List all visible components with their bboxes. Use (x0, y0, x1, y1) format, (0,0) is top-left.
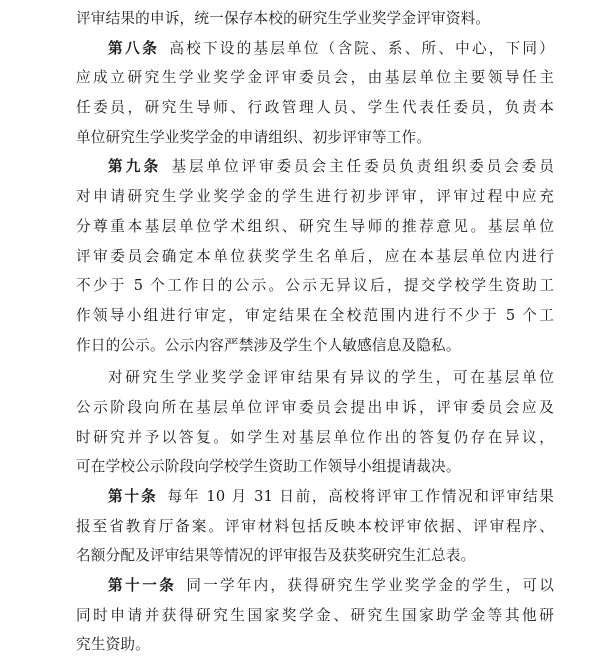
document-line (76, 571, 554, 601)
document-line (76, 63, 554, 93)
line-text: 公示阶段向所在基层单位评审委员会提出申诉，评审委员会应及 (76, 398, 554, 416)
document-line (76, 393, 554, 423)
document-line (76, 452, 554, 482)
document-line (76, 242, 554, 272)
article-heading: 第八条 (108, 39, 160, 57)
line-text: 时研究并予以答复。如学生对基层单位作出的答复仍存在异议， (76, 428, 554, 446)
line-text: 评审结果的申诉，统一保存本校的研究生学业奖学金评审资料。 (76, 10, 491, 27)
article-heading: 第十条 (108, 488, 158, 505)
line-text: 每年 10 月 31 日前，高校将评审工作情况和评审结果 (167, 488, 554, 505)
line-text: 应成立研究生学业奖学金评审委员会，由基层单位主要领导任主 (76, 69, 554, 87)
article-heading: 第十一条 (108, 577, 177, 595)
line-text: 单位研究生学业奖学金的申请组织、初步评审等工作。 (76, 128, 432, 146)
line-text: 名额分配及评审结果等情况的评审报告及获奖研究生汇总表。 (76, 547, 476, 565)
document-line (76, 512, 554, 542)
line-text: 作领导小组进行审定，审定结果在全校范围内进行不少于 5 个工 (76, 306, 554, 324)
line-text: 究生资助。 (76, 636, 150, 654)
line-text: 基层单位评审委员会主任委员负责组织委员会委员 (171, 158, 554, 176)
line-text: 分尊重本基层单位学术组织、研究生导师的推荐意见。基层单位 (76, 217, 554, 235)
line-text: 对研究生学业奖学金评审结果有异议的学生，可在基层单位 (108, 369, 554, 387)
line-text: 同一学年内，获得研究生学业奖学金的学生，可以 (186, 577, 554, 595)
document-line (76, 482, 554, 512)
line-text: 高校下设的基层单位（含院、系、所、中心，下同） (169, 39, 554, 57)
document-line (76, 152, 554, 182)
document-line (76, 123, 554, 153)
line-text: 报至省教育厅备案。评审材料包括反映本校评审依据、评审程序、 (76, 517, 554, 535)
article-heading: 第九条 (108, 158, 162, 176)
document-line (76, 4, 554, 34)
document-line (76, 331, 554, 361)
document-line (76, 301, 554, 331)
line-text: 同时申请并获得研究生国家奖学金、研究生国家助学金等其他研 (76, 606, 554, 624)
line-text: 不少于 5 个工作日的公示。公示无异议后，提交学校学生资助工 (76, 277, 554, 295)
line-text: 对申请研究生学业奖学金的学生进行初步评审，评审过程中应充 (76, 188, 554, 206)
line-text: 任委员，研究生导师、行政管理人员、学生代表任委员，负责本 (76, 99, 554, 117)
document-line (76, 363, 554, 393)
line-text: 评审委员会确定本单位获奖学生名单后，应在本基层单位内进行 (76, 247, 554, 265)
document-line (76, 601, 554, 631)
document-line (76, 34, 554, 64)
document-line (76, 212, 554, 242)
document-line (76, 423, 554, 453)
line-text: 可在学校公示阶段向学校学生资助工作领导小组提请裁决。 (76, 458, 461, 476)
document-line (76, 271, 554, 301)
document-line (76, 93, 554, 123)
document-line (76, 182, 554, 212)
document-line (76, 541, 554, 571)
line-text: 作日的公示。公示内容严禁涉及学生个人敏感信息及隐私。 (76, 336, 461, 354)
document-line (76, 630, 554, 660)
